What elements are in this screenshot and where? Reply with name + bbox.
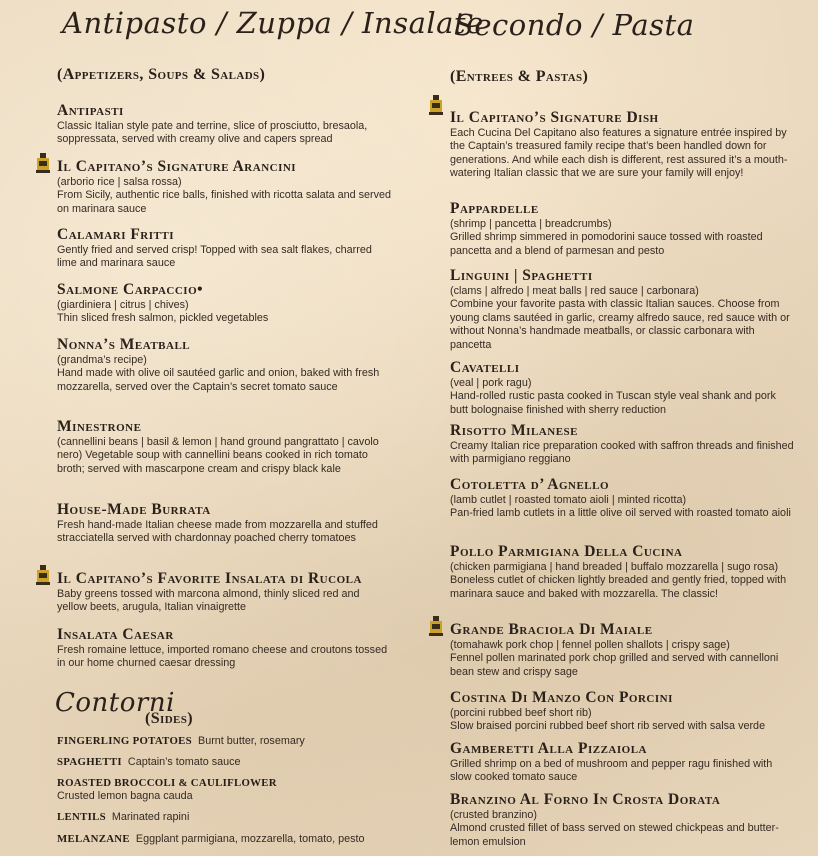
- menu-item: [450, 267, 795, 352]
- sides-script-heading: Contorni: [55, 688, 175, 718]
- item-subtitle: (tomahawk pork chop | fennel pollen shallots | crispy sage): [450, 639, 730, 651]
- right-section-subheading: (Entrees & Pastas): [450, 68, 589, 85]
- menu-item: [57, 626, 392, 671]
- item-description: Fresh hand-made Italian cheese made from mozzarella and stuffed stracciatella served with chardonnay poached cherry tomatoes: [57, 519, 378, 545]
- side-item: [57, 811, 392, 824]
- menu-item: [57, 226, 392, 271]
- item-description: Thin sliced fresh salmon, pickled vegetables: [57, 312, 269, 325]
- menu-item: [57, 501, 392, 546]
- item-description: Hand made with olive oil sautéed garlic and onion, baked with fresh mozzarella, served over the Captain’s secret tomato sauce: [57, 367, 380, 393]
- side-description: Captain’s tomato sauce: [127, 756, 241, 768]
- item-title: Cotoletta d’ Agnello: [450, 476, 610, 493]
- item-title: Risotto Milanese: [450, 422, 578, 439]
- side-item: [57, 756, 392, 769]
- left-section-subheading: (Appetizers, Soups & Salads): [57, 66, 266, 83]
- item-subtitle: (arborio rice | salsa rossa): [57, 176, 182, 188]
- menu-item: [57, 570, 392, 615]
- item-title: Branzino Al Forno In Crosta Dorata: [450, 791, 721, 808]
- captain-crown-icon: [429, 95, 443, 115]
- item-description: Hand-rolled rustic pasta cooked in Tuscan style veal shank and pork butt bolognaise finished with sherry reduction: [450, 390, 776, 416]
- item-title: Il Capitano’s Favorite Insalata di Rucola: [57, 570, 362, 587]
- side-name: FINGERLING POTATOES: [57, 735, 192, 747]
- item-subtitle: (chicken parmigiana | hand breaded | buffalo mozzarella | sugo rosa): [450, 561, 779, 573]
- item-description: Almond crusted fillet of bass served on stewed chickpeas and butter- lemon emulsion: [450, 822, 779, 848]
- item-subtitle: (crusted branzino): [450, 809, 538, 821]
- sides-subheading: (Sides): [145, 710, 194, 727]
- right-script-heading: Secondo / Pasta: [454, 8, 695, 42]
- menu-item: [450, 109, 795, 181]
- menu-item: [57, 418, 392, 476]
- item-description: Fresh romaine lettuce, imported romano cheese and croutons tossed in our home churned caesar dressing: [57, 644, 388, 670]
- left-script-heading: Antipasto / Zuppa / Insalate: [62, 6, 484, 40]
- item-description: Creamy Italian rice preparation cooked with saffron threads and finished with parmigiano reggiano: [450, 440, 794, 466]
- item-description: Grilled shrimp on a bed of mushroom and pepper ragu finished with slow cooked tomato sauce: [450, 758, 773, 784]
- captain-crown-icon: [36, 153, 50, 173]
- item-title: Grande Braciola Di Maiale: [450, 621, 653, 638]
- item-title: Pollo Parmigiana Della Cucina: [450, 543, 683, 560]
- side-item: [57, 833, 392, 846]
- side-name: SPAGHETTI: [57, 756, 122, 768]
- item-title: Salmone Carpaccio•: [57, 281, 204, 298]
- item-description: Fennel pollen marinated pork chop grilled and served with cannelloni bean stew and crispy sage: [450, 652, 779, 678]
- side-description: Crusted lemon bagna cauda: [57, 790, 193, 803]
- item-subtitle: (veal | pork ragu): [450, 377, 532, 389]
- item-description: Classic Italian style pate and terrine, slice of prosciutto, bresaola, soppressata, served with creamy olive and capers spread: [57, 120, 368, 146]
- item-title: Il Capitano’s Signature Arancini: [57, 158, 297, 175]
- item-description: Gently fried and served crisp! Topped with sea salt flakes, charred lime and marinara sauce: [57, 244, 372, 270]
- captain-crown-icon: [429, 616, 443, 636]
- item-title: Gamberetti Alla Pizzaiola: [450, 740, 647, 757]
- menu-item: [57, 336, 392, 394]
- item-title: Minestrone: [57, 418, 142, 435]
- item-subtitle: (giardiniera | citrus | chives): [57, 299, 189, 311]
- item-title: House-Made Burrata: [57, 501, 211, 518]
- item-subtitle: (porcini rubbed beef short rib): [450, 707, 592, 719]
- menu-item: [450, 200, 795, 258]
- menu-item: [450, 740, 795, 785]
- item-description: Grilled shrimp simmered in pomodorini sauce tossed with roasted pancetta and a blend of parmesan and pesto: [450, 231, 763, 257]
- item-description: Pan-fried lamb cutlets in a little olive oil served with roasted tomato aioli: [450, 507, 791, 520]
- side-item: [57, 777, 392, 804]
- item-description: Each Cucina Del Capitano also features a signature entrée inspired by the Captain’s treasured family recipe that’s been handled down for generations. And while each dish is different, rest assured it’s a mouth-watering Italian classic that we are sure your family will enjoy!: [450, 127, 788, 180]
- menu-item: [57, 281, 392, 326]
- item-description: (cannellini beans | basil & lemon | hand ground pangrattato | cavolo nero) Vegetable soup with cannellini beans cooked in rich tomato broth; served with mascarpone cream and crispy black kale: [57, 436, 379, 475]
- item-title: Calamari Fritti: [57, 226, 174, 243]
- menu-item: [450, 689, 795, 734]
- item-title: Insalata Caesar: [57, 626, 174, 643]
- menu-item: [450, 791, 795, 849]
- side-description: Eggplant parmigiana, mozzarella, tomato, pesto: [135, 833, 365, 845]
- menu-item: [450, 543, 795, 601]
- item-description: Combine your favorite pasta with classic Italian sauces. Choose from young clams sautéed in garlic, creamy alfredo sauce, red sauce with or without Nonna’s handmade meatballs, or classic carbonara with pancetta: [450, 298, 790, 351]
- item-title: Nonna’s Meatball: [57, 336, 191, 353]
- item-title: Pappardelle: [450, 200, 539, 217]
- item-description: Slow braised porcini rubbed beef short rib served with salsa verde: [450, 720, 766, 733]
- item-description: Baby greens tossed with marcona almond, thinly sliced red and yellow beets, arugula, Italian vinaigrette: [57, 588, 360, 614]
- side-name: ROASTED BROCCOLI & CAULIFLOWER: [57, 777, 277, 789]
- side-name: MELANZANE: [57, 833, 130, 845]
- menu-item: [450, 359, 795, 417]
- item-description: Boneless cutlet of chicken lightly breaded and gently fried, topped with marinara sauce and baked with mozzarella. The classic!: [450, 574, 787, 600]
- item-subtitle: (clams | alfredo | meat balls | red sauce | carbonara): [450, 285, 699, 297]
- menu-item: [57, 102, 392, 147]
- item-description: From Sicily, authentic rice balls, finished with ricotta salata and served on marinara sauce: [57, 189, 392, 215]
- menu-item: [450, 422, 795, 467]
- item-subtitle: (shrimp | pancetta | breadcrumbs): [450, 218, 612, 230]
- side-description: Burnt butter, rosemary: [198, 735, 305, 747]
- side-item: [57, 735, 392, 748]
- item-title: Il Capitano’s Signature Dish: [450, 109, 659, 126]
- item-title: Cavatelli: [450, 359, 520, 376]
- item-subtitle: (grandma’s recipe): [57, 354, 147, 366]
- item-title: Costina Di Manzo Con Porcini: [450, 689, 673, 706]
- menu-item: [450, 476, 795, 521]
- item-subtitle: (lamb cutlet | roasted tomato aioli | minted ricotta): [450, 494, 687, 506]
- side-name: LENTILS: [57, 811, 106, 823]
- menu-item: [450, 621, 795, 679]
- side-description: Marinated rapini: [111, 811, 190, 823]
- item-title: Antipasti: [57, 102, 124, 119]
- item-title: Linguini | Spaghetti: [450, 267, 593, 284]
- captain-crown-icon: [36, 565, 50, 585]
- menu-item: [57, 158, 392, 216]
